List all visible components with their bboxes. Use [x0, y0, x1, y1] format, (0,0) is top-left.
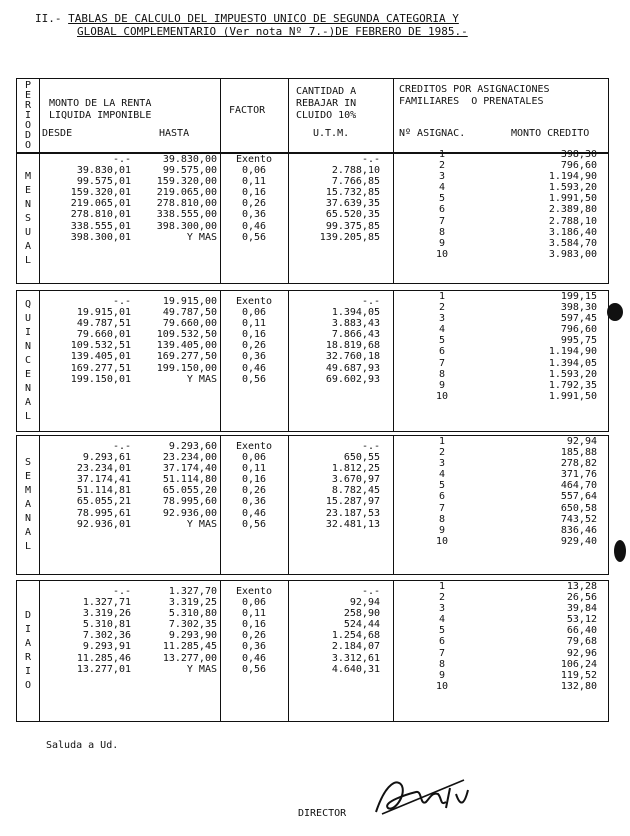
nasig-header: Nº ASIGNAC. — [399, 128, 466, 139]
heading-line-2: GLOBAL COMPLEMENTARIO (Ver nota Nº 7.-)DE FEBRERO DE 1985.- — [77, 25, 468, 38]
creditos-header: CREDITOS POR ASIGNACIONES FAMILIARES O PRENATALES — [399, 84, 550, 107]
saludo-text: Saluda a Ud. — [46, 740, 119, 751]
cantidad-column: -.- 2.788,10 7.766,85 15.732,85 37.639,35 65.520,35 99.375,85 139.205,85 — [319, 154, 380, 243]
desde-column: -.- 19.915,01 49.787,51 79.660,01 109.532,51 139.405,01 169.277,51 199.150,01 — [70, 296, 131, 385]
period-label: D I A R I O — [24, 610, 32, 691]
desde-column: -.- 9.293,61 23.234,01 37.174,41 51.114,81 65.055,21 78.995,61 92.936,01 — [76, 441, 131, 530]
section-diario — [16, 580, 609, 722]
factor-column: Exento 0,06 0,11 0,16 0,26 0,36 0,46 0,56 — [235, 441, 273, 530]
period-label: M E N S U A L — [24, 170, 32, 266]
factor-header: FACTOR — [229, 105, 266, 116]
desde-column: -.- 1.327,71 3.319,26 5.310,81 7.302,36 9.293,91 11.285,46 13.277,01 — [76, 586, 131, 675]
section-quincenal — [16, 290, 609, 432]
desde-header: DESDE — [42, 128, 73, 139]
factor-column: Exento 0,06 0,11 0,16 0,26 0,36 0,46 0,56 — [235, 586, 273, 675]
hasta-column: 19.915,00 49.787,50 79.660,00 109.532,50 139.405,00 169.277,50 199.150,00 Y MAS — [156, 296, 217, 385]
heading-prefix: II.- — [35, 12, 69, 25]
hasta-header: HASTA — [159, 128, 190, 139]
cantidad-header: CANTIDAD A REBAJAR IN CLUIDO 10% — [296, 86, 357, 121]
desde-column: -.- 39.830,01 99.575,01 159.320,01 219.065,01 278.810,01 338.555,01 398.300,01 — [70, 154, 131, 243]
section-mensual — [16, 149, 609, 284]
section-semanal — [16, 435, 609, 575]
credito-column: 92,94 185,88 278,82 371,76 464,70 557,64 650,58 743,52 836,46 929,40 — [560, 436, 597, 547]
credito-column: 13,28 26,56 39,84 53,12 66,40 79,68 92,96 106,24 119,52 132,80 — [560, 581, 597, 692]
director-label: DIRECTOR — [298, 808, 347, 819]
punch-hole — [614, 540, 626, 562]
credito-column: 199,15 398,30 597,45 796,60 995,75 1.194,90 1.394,05 1.593,20 1.792,35 1.991,50 — [548, 291, 597, 402]
monto-credito-header: MONTO CREDITO — [511, 128, 590, 139]
asig-column: 1 2 3 4 5 6 7 8 9 10 — [435, 149, 449, 260]
table-header — [16, 78, 609, 153]
credito-column: 398,30 796,60 1.194,90 1.593,20 1.991,50 2.389,80 2.788,10 3.186,40 3.584,70 3.983,00 — [548, 149, 597, 260]
utm-header: U.T.M. — [313, 128, 350, 139]
monto-header: MONTO DE LA RENTA LIQUIDA IMPONIBLE — [49, 98, 152, 121]
asig-column: 1 2 3 4 5 6 7 8 9 10 — [435, 436, 449, 547]
period-label: S E M A N A L — [24, 457, 32, 552]
hasta-column: 39.830,00 99.575,00 159.320,00 219.065,00 278.810,00 338.555,00 398.300,00 Y MAS — [156, 154, 217, 243]
factor-column: Exento 0,06 0,11 0,16 0,26 0,36 0,46 0,56 — [235, 154, 273, 243]
asig-column: 1 2 3 4 5 6 7 8 9 10 — [435, 581, 449, 692]
signature — [368, 772, 478, 822]
document-heading — [35, 12, 468, 38]
periodo-header: P E R I O D O — [24, 79, 32, 151]
hasta-column: 9.293,60 23.234,00 37.174,40 51.114,80 65.055,20 78.995,60 92.936,00 Y MAS — [162, 441, 217, 530]
hasta-column: 1.327,70 3.319,25 5.310,80 7.302,35 9.293,90 11.285,45 13.277,00 Y MAS — [162, 586, 217, 675]
factor-column: Exento 0,06 0,11 0,16 0,26 0,36 0,46 0,56 — [235, 296, 273, 385]
punch-hole — [607, 303, 623, 321]
cantidad-column: -.- 650,55 1.812,25 3.670,97 8.782,45 15.287,97 23.187,53 32.481,13 — [325, 441, 380, 530]
cantidad-column: -.- 1.394,05 3.883,43 7.866,43 18.819,68 32.760,18 49.687,93 69.602,93 — [325, 296, 380, 385]
asig-column: 1 2 3 4 5 6 7 8 9 10 — [435, 291, 449, 402]
heading-line-1: TABLAS DE CALCULO DEL IMPUESTO UNICO DE SEGUNDA CATEGORIA Y — [68, 12, 459, 25]
cantidad-column: -.- 92,94 258,90 524,44 1.254,68 2.184,07 3.312,61 4.640,31 — [331, 586, 380, 675]
period-label: Q U I N C E N A L — [24, 299, 32, 422]
